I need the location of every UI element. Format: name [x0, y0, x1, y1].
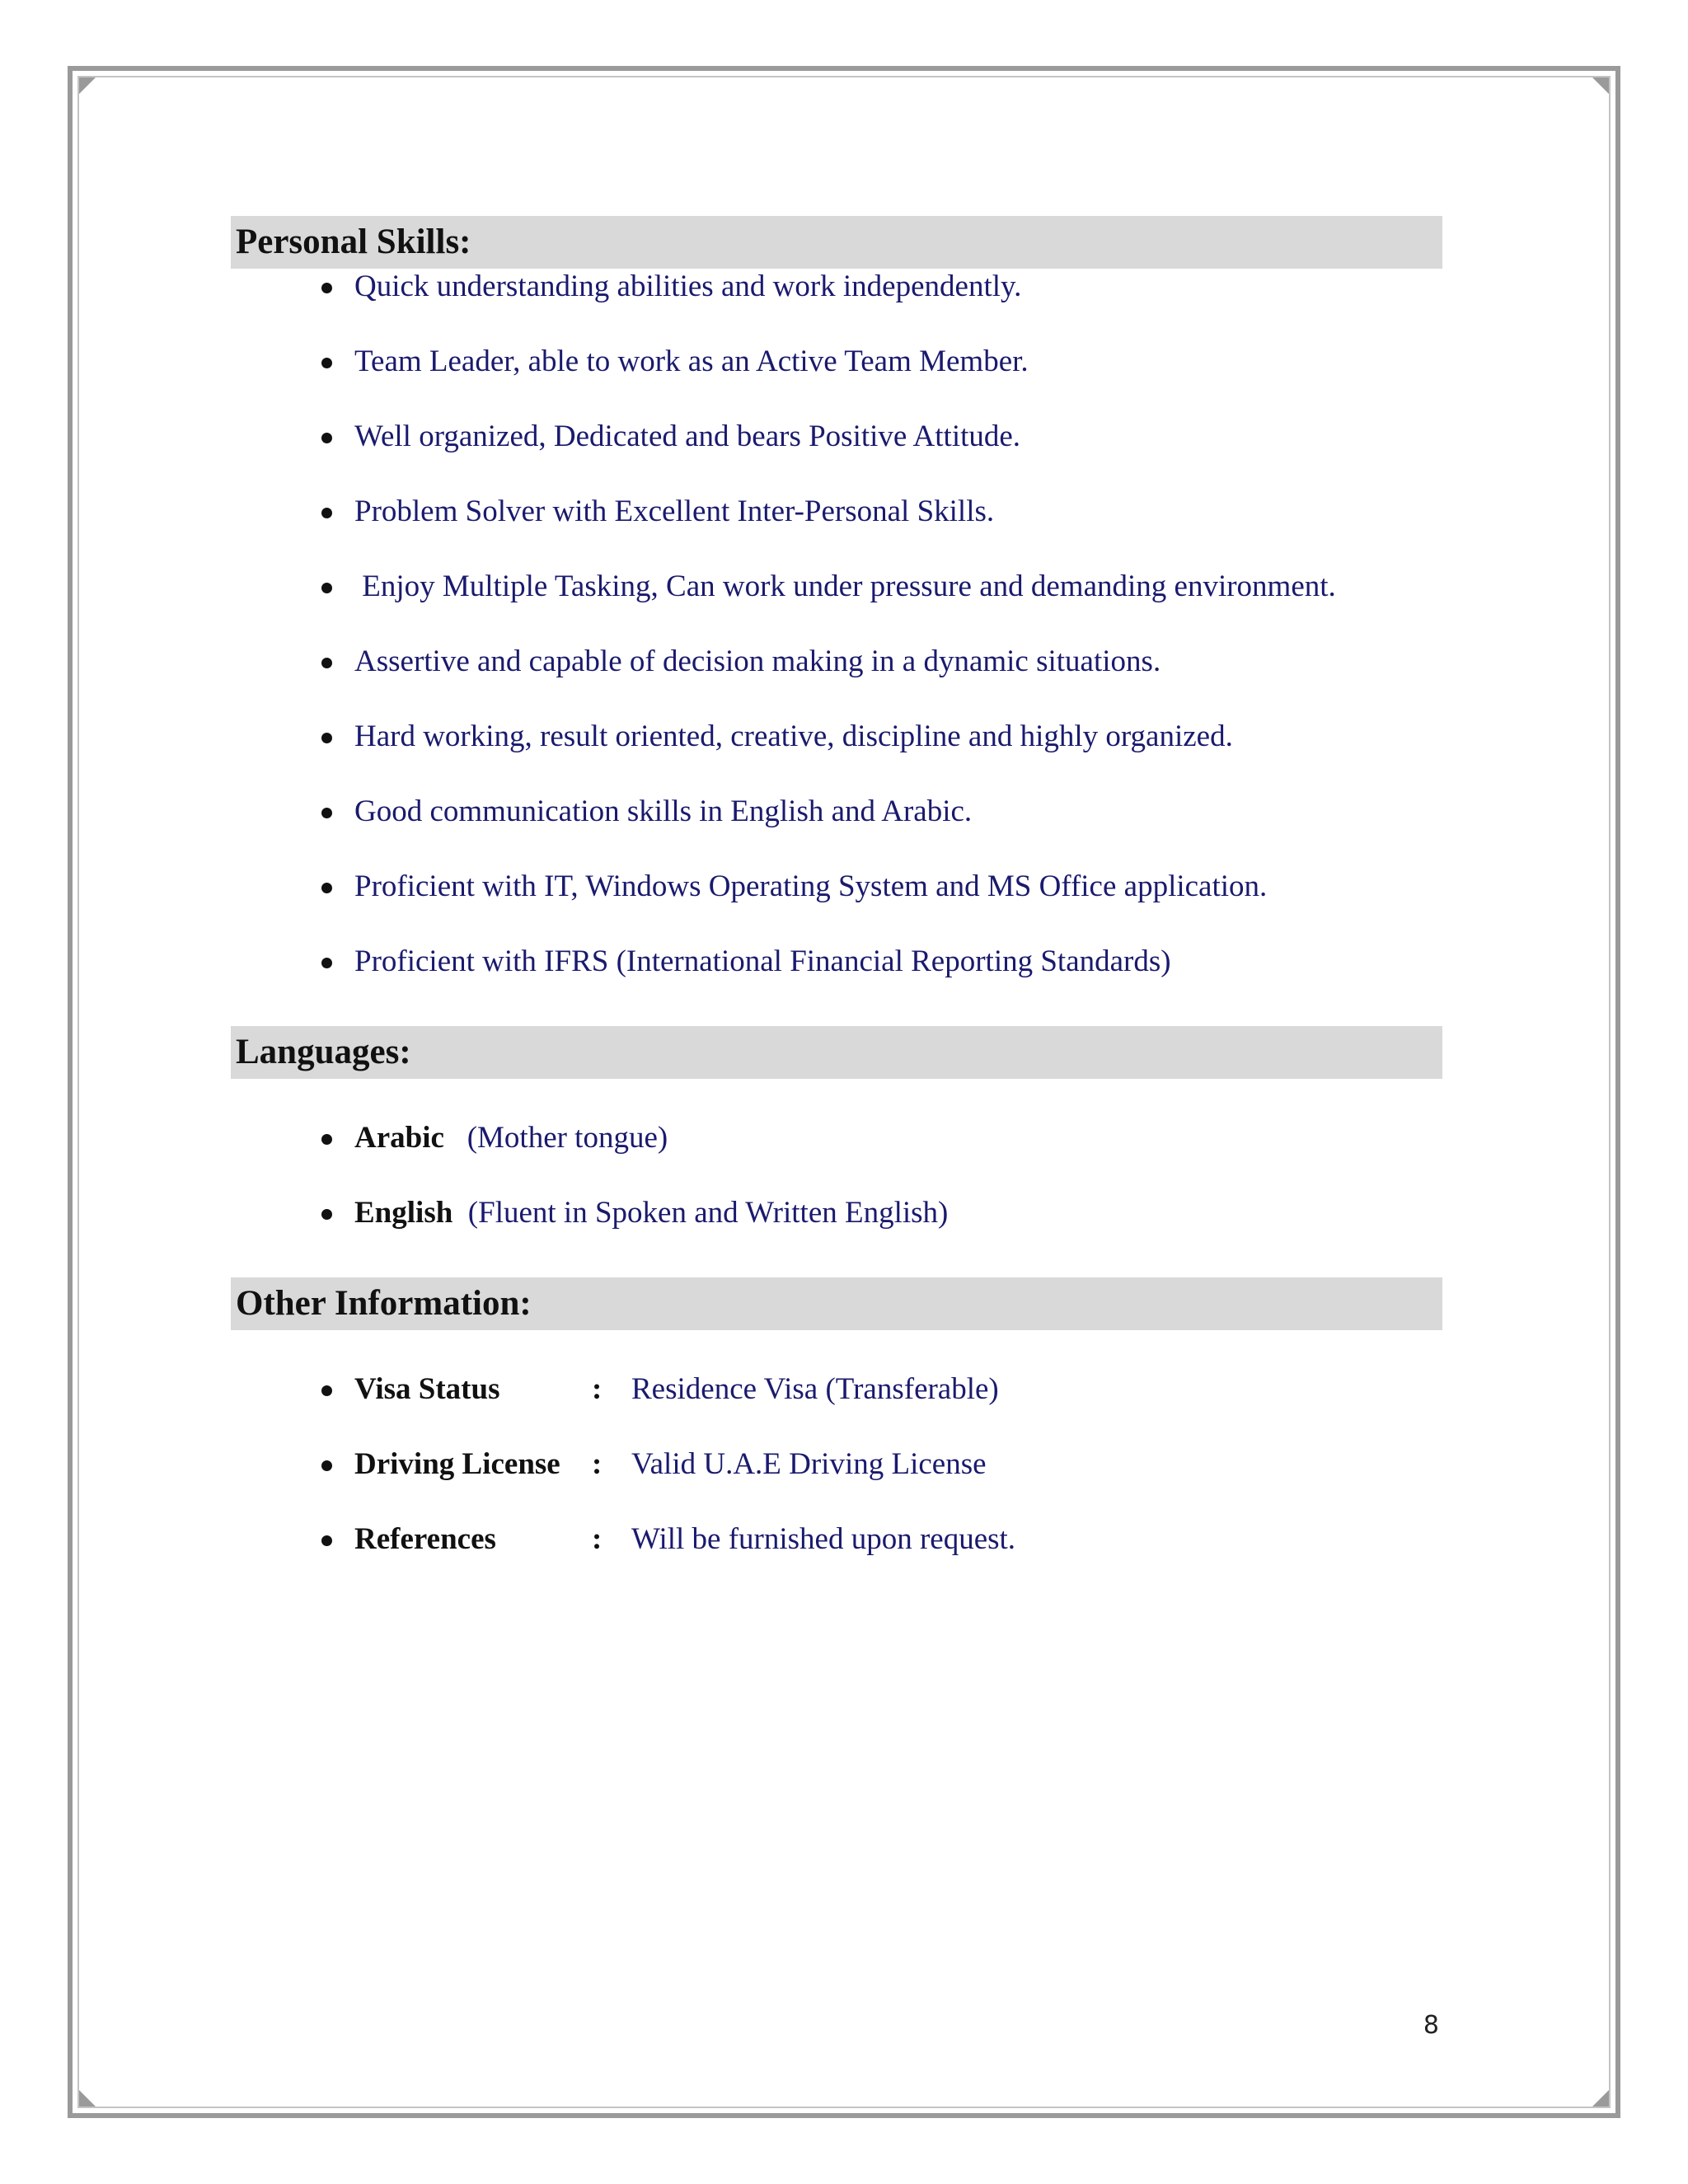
list-item: Good communication skills in English and Arabic.: [321, 794, 1442, 830]
list-item: [321, 1371, 1442, 1408]
list-item: Quick understanding abilities and work independently.: [321, 269, 1442, 305]
info-colon: :: [592, 1522, 603, 1556]
list-item: [321, 1120, 1442, 1156]
list-item: Team Leader, able to work as an Active Team Member.: [321, 344, 1442, 380]
list-item: Proficient with IFRS (International Financial Reporting Standards): [321, 944, 1442, 980]
bullet-icon: [321, 283, 332, 293]
corner-ornament-top-left: [79, 77, 96, 94]
list-item: Assertive and capable of decision making in a dynamic situations.: [321, 644, 1442, 680]
list-item: [321, 1195, 1442, 1231]
bullet-icon: [321, 583, 332, 593]
corner-ornament-bottom-left: [79, 2090, 96, 2107]
bullet-icon: [321, 1209, 332, 1220]
language-detail: (Mother tongue): [467, 1121, 668, 1155]
bullet-icon: [321, 1385, 332, 1396]
list-item: Well organized, Dedicated and bears Positive Attitude.: [321, 419, 1442, 455]
info-value: Will be furnished upon request.: [631, 1522, 1016, 1556]
bullet-icon: [321, 958, 332, 968]
list-item: Proficient with IT, Windows Operating System and MS Office application.: [321, 869, 1442, 905]
info-label: Driving License: [354, 1447, 560, 1481]
list-item: Problem Solver with Excellent Inter-Personal Skills.: [321, 494, 1442, 530]
info-label: References: [354, 1522, 496, 1556]
section-header-languages: Languages:: [231, 1026, 1442, 1079]
language-name: English: [354, 1196, 453, 1230]
document-content: [231, 216, 1442, 1558]
info-colon: :: [592, 1447, 603, 1481]
bullet-icon: [321, 808, 332, 818]
corner-ornament-top-right: [1592, 77, 1609, 94]
section-header-personal-skills: Personal Skills:: [231, 216, 1442, 269]
info-colon: :: [592, 1372, 603, 1406]
bullet-icon: [321, 1460, 332, 1471]
info-label: Visa Status: [354, 1372, 500, 1406]
bullet-icon: [321, 883, 332, 893]
other-information-list: [231, 1371, 1442, 1558]
list-item: [321, 1521, 1442, 1558]
bullet-icon: [321, 358, 332, 368]
section-header-other-information: Other Information:: [231, 1277, 1442, 1330]
list-item: [321, 1446, 1442, 1483]
corner-ornament-bottom-right: [1592, 2090, 1609, 2107]
info-value: Residence Visa (Transferable): [631, 1372, 999, 1406]
bullet-icon: [321, 1535, 332, 1546]
personal-skills-list: [231, 269, 1442, 980]
languages-list: [231, 1120, 1442, 1231]
page-number: 8: [1423, 2011, 1439, 2040]
bullet-icon: [321, 1134, 332, 1145]
language-detail: (Fluent in Spoken and Written English): [467, 1196, 949, 1230]
bullet-icon: [321, 508, 332, 518]
bullet-icon: [321, 658, 332, 668]
list-item: Hard working, result oriented, creative, discipline and highly organized.: [321, 719, 1442, 755]
bullet-icon: [321, 733, 332, 743]
bullet-icon: [321, 433, 332, 443]
info-value: Valid U.A.E Driving License: [631, 1447, 987, 1481]
list-item: Enjoy Multiple Tasking, Can work under pressure and demanding environment.: [321, 569, 1442, 605]
language-name: Arabic: [354, 1121, 444, 1155]
